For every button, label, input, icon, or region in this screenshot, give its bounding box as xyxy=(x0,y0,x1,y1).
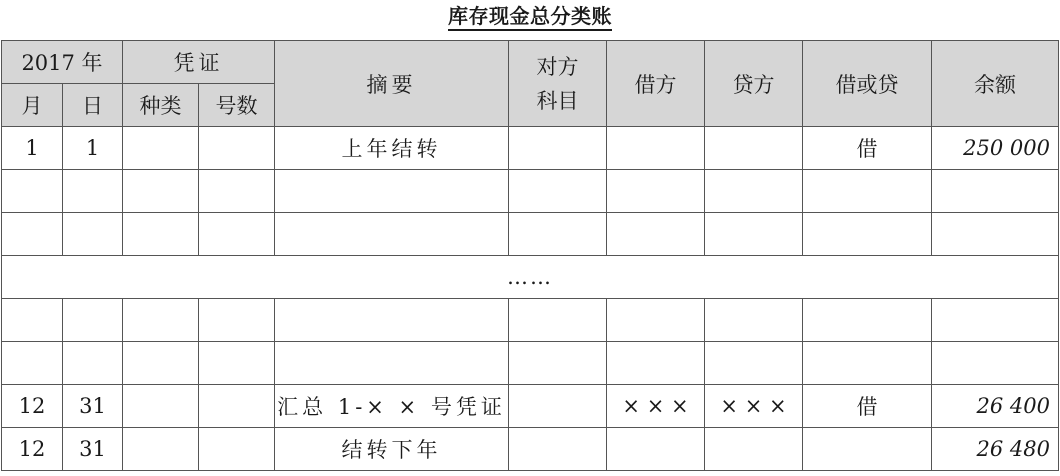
day-cell xyxy=(63,170,123,213)
day-cell xyxy=(63,342,123,385)
voucher-type-header: 种类 xyxy=(123,84,199,127)
balance-header: 余额 xyxy=(932,41,1059,127)
debit-cell xyxy=(607,213,705,256)
month-cell xyxy=(2,213,63,256)
voucher-no-cell xyxy=(199,127,275,170)
summary-cell: 结转下年 xyxy=(275,428,509,471)
debit-cell: × × × xyxy=(607,385,705,428)
credit-cell xyxy=(705,127,803,170)
voucher-no-header: 号数 xyxy=(199,84,275,127)
day-cell xyxy=(63,299,123,342)
day-cell: 1 xyxy=(63,127,123,170)
month-cell: 1 xyxy=(2,127,63,170)
month-cell xyxy=(2,170,63,213)
summary-cell xyxy=(275,170,509,213)
table-row xyxy=(2,385,1059,428)
dr-or-cr-cell xyxy=(803,299,932,342)
voucher-no-cell xyxy=(199,342,275,385)
month-cell xyxy=(2,342,63,385)
summary-cell xyxy=(275,213,509,256)
day-cell xyxy=(63,213,123,256)
ledger-title: 库存现金总分类账 xyxy=(448,4,612,31)
dr-or-cr-cell xyxy=(803,170,932,213)
day-header: 日 xyxy=(63,84,123,127)
credit-cell xyxy=(705,428,803,471)
dr-or-cr-header: 借或贷 xyxy=(803,41,932,127)
table-row xyxy=(2,299,1059,342)
voucher-no-cell xyxy=(199,213,275,256)
balance-cell: 26 480 xyxy=(932,428,1059,471)
month-cell: 12 xyxy=(2,428,63,471)
voucher-type-cell xyxy=(123,385,199,428)
balance-cell: 250 000 xyxy=(932,127,1059,170)
credit-cell xyxy=(705,170,803,213)
dr-or-cr-cell xyxy=(803,342,932,385)
ledger-table xyxy=(1,40,1059,471)
voucher-type-cell xyxy=(123,299,199,342)
ellipsis-row xyxy=(2,256,1059,299)
header-row-1 xyxy=(2,41,1059,84)
counter-account-line1: 对方 xyxy=(536,54,579,79)
table-row xyxy=(2,428,1059,471)
voucher-type-cell xyxy=(123,127,199,170)
table-row xyxy=(2,342,1059,385)
voucher-no-cell xyxy=(199,385,275,428)
balance-cell: 26 400 xyxy=(932,385,1059,428)
month-header: 月 xyxy=(2,84,63,127)
voucher-no-cell xyxy=(199,428,275,471)
counter-account-cell xyxy=(509,213,607,256)
voucher-no-cell xyxy=(199,170,275,213)
day-cell: 31 xyxy=(63,385,123,428)
table-row xyxy=(2,127,1059,170)
counter-account-cell xyxy=(509,127,607,170)
debit-cell xyxy=(607,428,705,471)
credit-cell xyxy=(705,342,803,385)
summary-cell: 上年结转 xyxy=(275,127,509,170)
credit-cell xyxy=(705,213,803,256)
debit-cell xyxy=(607,127,705,170)
voucher-type-cell xyxy=(123,428,199,471)
voucher-type-cell xyxy=(123,170,199,213)
summary-cell xyxy=(275,299,509,342)
counter-account-cell xyxy=(509,428,607,471)
counter-account-cell xyxy=(509,170,607,213)
debit-cell xyxy=(607,342,705,385)
voucher-no-cell xyxy=(199,299,275,342)
ellipsis-cell: …… xyxy=(2,256,1059,299)
month-cell: 12 xyxy=(2,385,63,428)
title-wrap xyxy=(0,0,1060,38)
debit-cell xyxy=(607,170,705,213)
dr-or-cr-cell xyxy=(803,428,932,471)
counter-account-cell xyxy=(509,385,607,428)
debit-header: 借方 xyxy=(607,41,705,127)
year-header: 2017 年 xyxy=(2,41,123,84)
balance-cell xyxy=(932,213,1059,256)
balance-cell xyxy=(932,170,1059,213)
day-cell: 31 xyxy=(63,428,123,471)
table-row xyxy=(2,213,1059,256)
dr-or-cr-cell xyxy=(803,213,932,256)
credit-header: 贷方 xyxy=(705,41,803,127)
balance-cell xyxy=(932,299,1059,342)
month-cell xyxy=(2,299,63,342)
summary-cell: 汇总 1-× × 号凭证 xyxy=(275,385,509,428)
dr-or-cr-cell: 借 xyxy=(803,385,932,428)
counter-account-line2: 科目 xyxy=(536,88,579,113)
summary-cell xyxy=(275,342,509,385)
table-row xyxy=(2,170,1059,213)
credit-cell xyxy=(705,299,803,342)
voucher-type-cell xyxy=(123,342,199,385)
balance-cell xyxy=(932,342,1059,385)
summary-header: 摘要 xyxy=(275,41,509,127)
dr-or-cr-cell: 借 xyxy=(803,127,932,170)
counter-account-cell xyxy=(509,299,607,342)
voucher-header: 凭证 xyxy=(123,41,275,84)
debit-cell xyxy=(607,299,705,342)
credit-cell: × × × xyxy=(705,385,803,428)
counter-account-cell xyxy=(509,342,607,385)
counter-account-header xyxy=(509,41,607,127)
voucher-type-cell xyxy=(123,213,199,256)
